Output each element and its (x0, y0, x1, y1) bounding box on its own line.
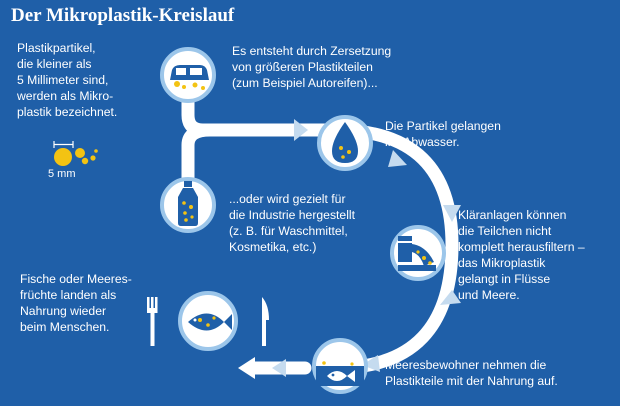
cycle-path-branch (188, 130, 210, 178)
step-line: (z. B. für Waschmittel, (229, 224, 348, 238)
step-text-fish (385, 357, 558, 389)
page-title: Der Mikroplastik-Kreislauf (11, 5, 235, 26)
step-line: Plastikteile mit der Nahrung auf. (385, 374, 558, 388)
intro-line: plastik bezeichnet. (17, 105, 118, 119)
step-line: Nahrung wieder (20, 304, 107, 318)
step-line: Fische oder Meeres- (20, 272, 132, 286)
intro-line: 5 Millimeter sind, (17, 73, 109, 87)
step-line: Kosmetika, etc.) (229, 240, 317, 254)
intro-line: die kleiner als (17, 57, 92, 71)
step-line: die Industrie hergestellt (229, 208, 356, 222)
step-line: Kläranlagen können (458, 208, 567, 222)
knife-icon (262, 297, 269, 346)
step-line: gelangt in Flüsse (458, 272, 551, 286)
step-line: ...oder wird gezielt für (229, 192, 346, 206)
step-line: und Meere. (458, 288, 520, 302)
arrow-head-2 (388, 150, 407, 167)
step-line: Meeresbewohner nehmen die (385, 358, 547, 372)
intro-line: Plastikpartikel, (17, 41, 96, 55)
intro-text (17, 40, 117, 120)
fork-icon (147, 297, 158, 346)
particle-size-icon (54, 141, 98, 166)
step-text-bottle (229, 191, 355, 255)
step-line: die Teilchen nicht (458, 224, 552, 238)
arrow-head-return (238, 357, 255, 379)
step-line: (zum Beispiel Autoreifen)... (232, 76, 378, 90)
scale-label: 5 mm (48, 168, 76, 180)
step-text-car (232, 43, 391, 91)
step-line: von größeren Plastikteilen (232, 60, 373, 74)
step-line: ins Abwasser. (385, 135, 460, 149)
step-line: früchte landen als (20, 288, 117, 302)
step-text-plate (20, 271, 132, 335)
intro-line: werden als Mikro- (17, 89, 114, 103)
step-line: komplett herausfiltern – (458, 240, 585, 254)
step-line: Die Partikel gelangen (385, 119, 501, 133)
arrow-head-1 (294, 119, 308, 141)
step-text-drop (385, 118, 501, 150)
step-line: Es entsteht durch Zersetzung (232, 44, 392, 58)
step-line: beim Menschen. (20, 320, 110, 334)
step-line: das Mikroplastik (458, 256, 546, 270)
step-text-plant (458, 207, 585, 303)
